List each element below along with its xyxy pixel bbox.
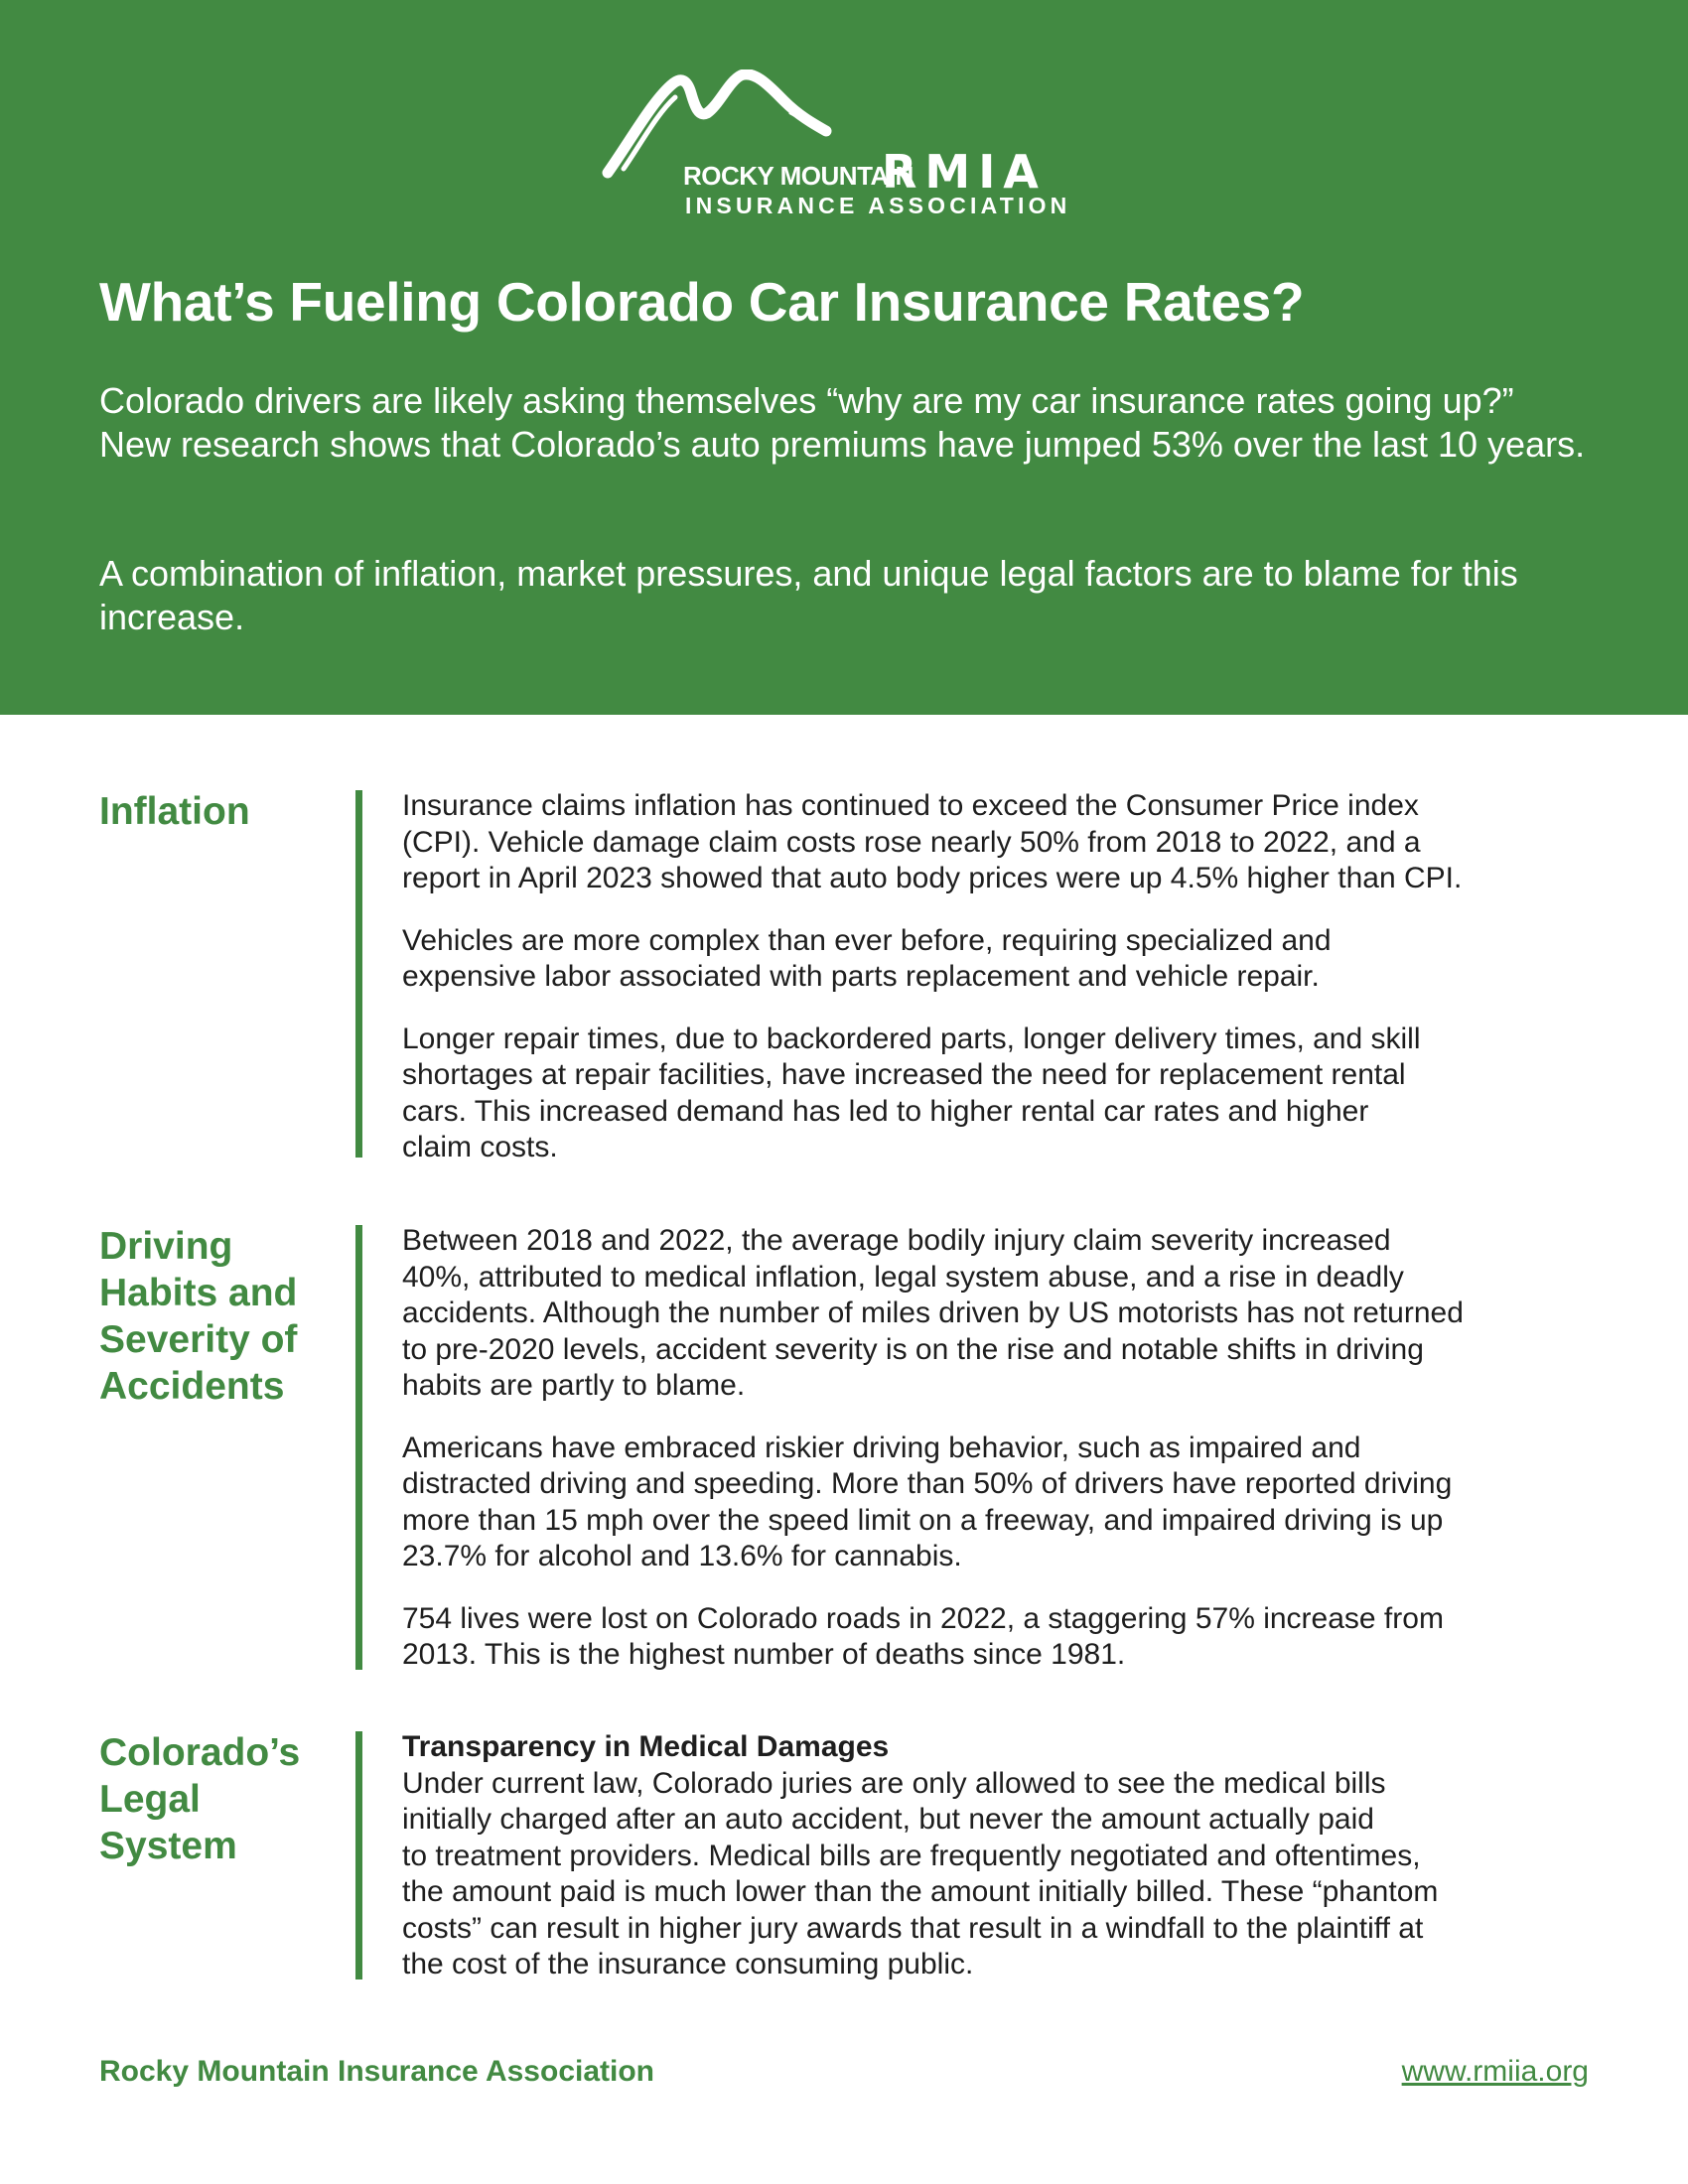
footer-organization: Rocky Mountain Insurance Association xyxy=(99,2055,654,2088)
section-paragraph: Insurance claims inflation has continued to exceed the Consumer Price index (CPI). Vehicle damage claim costs rose nearly 50% from 2018 to 2022, and a report in April 2023 showed that auto body prices were up 4.5% higher than CPI. xyxy=(402,789,1463,894)
section-body xyxy=(402,788,1688,1192)
section-paragraph: 754 lives were lost on Colorado roads in 2022, a staggering 57% increase from 2013. This is the highest number of deaths since 1981. xyxy=(402,1601,1444,1671)
section-title: Colorado’s Legal System xyxy=(99,1731,301,1867)
intro-paragraph: A combination of inflation, market pressures, and unique legal factors are to blame for this increase. xyxy=(99,553,1518,637)
section-divider-bar xyxy=(355,790,362,1158)
rmia-logo xyxy=(596,69,1092,228)
footer-website-link[interactable]: www.rmiia.org xyxy=(1401,2055,1589,2088)
logo-rocky-mountain-text: ROCKY MOUNTAIN xyxy=(683,161,914,191)
page-title: What’s Fueling Colorado Car Insurance Rates? xyxy=(99,271,1305,333)
section-paragraph: Under current law, Colorado juries are only allowed to see the medical bills initially charged after an auto accident, but never the amount actually paid to treatment providers. Medical bills are frequently negotiated and oftentimes, the amount paid is much lower than the amount initially billed. These “phantom costs” can result in higher jury awards that result in a windfall to the plaintiff at the cost of the insurance consuming public. xyxy=(402,1766,1439,1980)
section-body xyxy=(402,1729,1688,2009)
logo-insurance-association-text: INSURANCE ASSOCIATION xyxy=(685,193,1071,218)
section-subheading: Transparency in Medical Damages xyxy=(402,1730,890,1763)
section-paragraph: Vehicles are more complex than ever before, requiring specialized and expensive labor associated with parts replacement and vehicle repair. xyxy=(402,923,1332,993)
section-divider-bar xyxy=(355,1225,362,1670)
section-paragraph: Between 2018 and 2022, the average bodily injury claim severity increased 40%, attributed to medical inflation, legal system abuse, and a rise in deadly accidents. Although the number of miles driven by US motorists has not returned to pre-2020 levels, accident severity is on the rise and notable shifts in driving habits are partly to blame. xyxy=(402,1224,1464,1402)
section-paragraph: Longer repair times, due to backordered parts, longer delivery times, and skill shortages at repair facilities, have increased the need for replacement rental cars. This increased demand has led to higher rental car rates and higher claim costs. xyxy=(402,1022,1421,1163)
section-title: Inflation xyxy=(99,790,250,833)
logo-rmia-text: RMIA xyxy=(882,145,1047,199)
intro-paragraph: Colorado drivers are likely asking themselves “why are my car insurance rates going up?” New research shows that Colorado’s auto premiums have jumped 53% over the last 10 years. xyxy=(99,380,1586,465)
section-divider-bar xyxy=(355,1731,362,1979)
section-paragraph: Americans have embraced riskier driving behavior, such as impaired and distracted driving and speeding. More than 50% of drivers have reported driving more than 15 mph over the speed limit on a freeway, and impaired driving is up 23.7% for alcohol and 13.6% for cannabis. xyxy=(402,1431,1453,1572)
header-banner xyxy=(0,0,1688,715)
section-title: Driving Habits and Severity of Accidents xyxy=(99,1225,298,1408)
section-body xyxy=(402,1223,1688,1700)
